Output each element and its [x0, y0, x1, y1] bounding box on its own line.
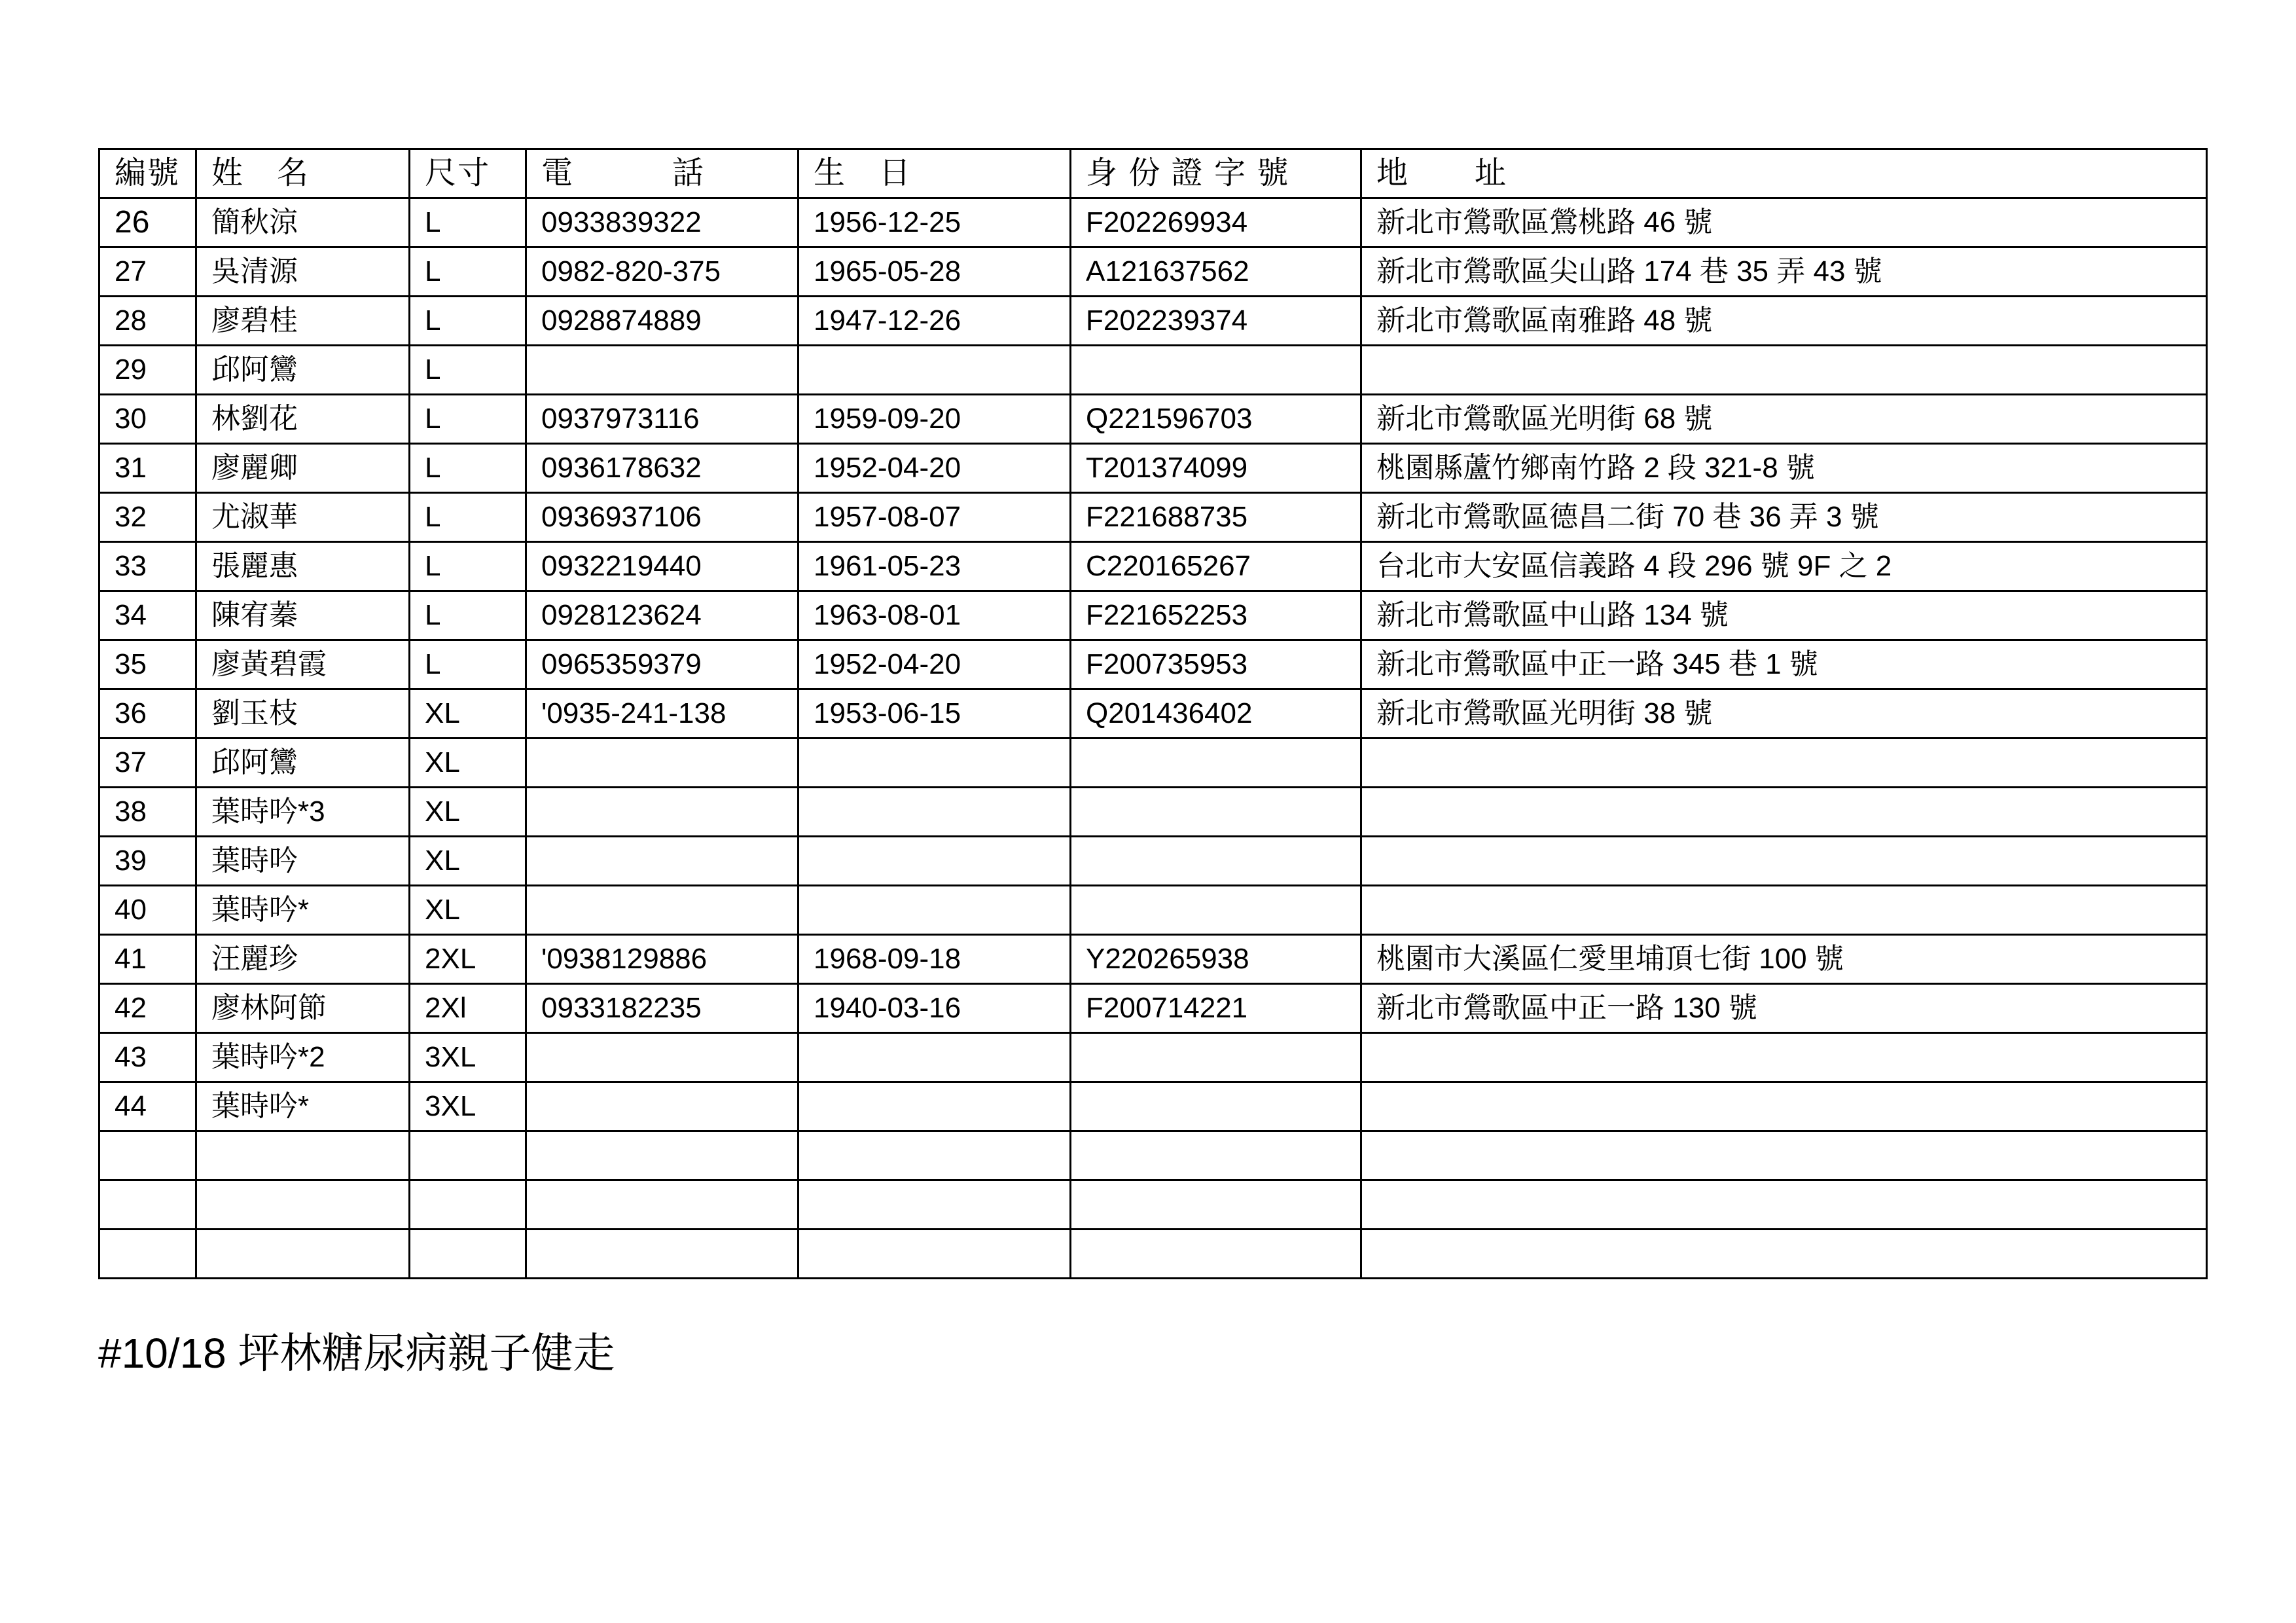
table-row — [99, 984, 2207, 1033]
table-row — [99, 739, 2207, 788]
table-row — [99, 788, 2207, 837]
table-row — [99, 837, 2207, 886]
cell-phone — [526, 1180, 798, 1230]
cell-size: XL — [410, 886, 526, 935]
cell-birthday — [798, 1230, 1071, 1279]
cell-birthday — [798, 1131, 1071, 1180]
table-row — [99, 542, 2207, 591]
table-row — [99, 395, 2207, 444]
cell-phone: 0982-820-375 — [526, 247, 798, 297]
cell-birthday: 1965-05-28 — [798, 247, 1071, 297]
cell-number: 36 — [99, 689, 196, 739]
cell-name: 葉時吟 — [196, 837, 410, 886]
cell-id-number: F200714221 — [1071, 984, 1361, 1033]
cell-number: 27 — [99, 247, 196, 297]
cell-phone: 0932219440 — [526, 542, 798, 591]
cell-id-number — [1071, 1131, 1361, 1180]
cell-address: 桃園縣蘆竹鄉南竹路 2 段 321-8 號 — [1361, 444, 2207, 493]
header-name: 姓 名 — [196, 149, 410, 198]
cell-id-number: Q221596703 — [1071, 395, 1361, 444]
cell-birthday — [798, 788, 1071, 837]
cell-name — [196, 1230, 410, 1279]
cell-id-number: F202239374 — [1071, 297, 1361, 346]
cell-name: 林劉花 — [196, 395, 410, 444]
table-row — [99, 1033, 2207, 1082]
cell-number: 26 — [99, 198, 196, 247]
table-body — [99, 198, 2207, 1279]
cell-id-number — [1071, 837, 1361, 886]
cell-address: 新北市鶯歌區鶯桃路 46 號 — [1361, 198, 2207, 247]
cell-address — [1361, 346, 2207, 395]
cell-size: 3XL — [410, 1082, 526, 1131]
table-row — [99, 935, 2207, 984]
header-birthday: 生 日 — [798, 149, 1071, 198]
cell-phone — [526, 837, 798, 886]
cell-id-number — [1071, 886, 1361, 935]
cell-name: 劉玉枝 — [196, 689, 410, 739]
cell-name: 邱阿鸞 — [196, 346, 410, 395]
cell-birthday — [798, 346, 1071, 395]
cell-name: 簡秋涼 — [196, 198, 410, 247]
cell-name: 汪麗珍 — [196, 935, 410, 984]
cell-number: 41 — [99, 935, 196, 984]
cell-size: L — [410, 395, 526, 444]
cell-size: L — [410, 198, 526, 247]
cell-number: 40 — [99, 886, 196, 935]
cell-phone: '0938129886 — [526, 935, 798, 984]
cell-number: 33 — [99, 542, 196, 591]
cell-size: L — [410, 247, 526, 297]
cell-birthday — [798, 739, 1071, 788]
cell-number: 42 — [99, 984, 196, 1033]
cell-id-number: C220165267 — [1071, 542, 1361, 591]
header-number: 編號 — [99, 149, 196, 198]
cell-birthday: 1952-04-20 — [798, 640, 1071, 689]
cell-address — [1361, 788, 2207, 837]
cell-address — [1361, 1033, 2207, 1082]
cell-name: 廖麗卿 — [196, 444, 410, 493]
cell-name: 葉時吟* — [196, 1082, 410, 1131]
cell-address — [1361, 1230, 2207, 1279]
cell-id-number — [1071, 1230, 1361, 1279]
cell-phone — [526, 1082, 798, 1131]
cell-size: XL — [410, 689, 526, 739]
cell-name: 廖碧桂 — [196, 297, 410, 346]
table-row — [99, 346, 2207, 395]
cell-address: 桃園市大溪區仁愛里埔頂七街 100 號 — [1361, 935, 2207, 984]
cell-id-number: T201374099 — [1071, 444, 1361, 493]
cell-birthday: 1940-03-16 — [798, 984, 1071, 1033]
table-row — [99, 444, 2207, 493]
cell-number: 44 — [99, 1082, 196, 1131]
cell-id-number: F202269934 — [1071, 198, 1361, 247]
cell-phone: 0928874889 — [526, 297, 798, 346]
cell-phone: 0933839322 — [526, 198, 798, 247]
cell-name: 葉時吟*2 — [196, 1033, 410, 1082]
cell-name: 葉時吟* — [196, 886, 410, 935]
cell-size: XL — [410, 788, 526, 837]
cell-size: 2XL — [410, 935, 526, 984]
cell-phone — [526, 886, 798, 935]
header-address: 地 址 — [1361, 149, 2207, 198]
cell-id-number — [1071, 1082, 1361, 1131]
cell-id-number — [1071, 788, 1361, 837]
cell-birthday: 1961-05-23 — [798, 542, 1071, 591]
cell-id-number: F221652253 — [1071, 591, 1361, 640]
table-header-row — [99, 149, 2207, 198]
cell-name: 邱阿鸞 — [196, 739, 410, 788]
cell-size — [410, 1230, 526, 1279]
cell-address — [1361, 1180, 2207, 1230]
cell-name: 吳清源 — [196, 247, 410, 297]
cell-address — [1361, 886, 2207, 935]
cell-name: 廖林阿節 — [196, 984, 410, 1033]
table-row — [99, 886, 2207, 935]
cell-size: XL — [410, 739, 526, 788]
cell-name: 廖黃碧霞 — [196, 640, 410, 689]
header-phone: 電 話 — [526, 149, 798, 198]
cell-address: 新北市鶯歌區中山路 134 號 — [1361, 591, 2207, 640]
table-row — [99, 198, 2207, 247]
cell-phone — [526, 346, 798, 395]
cell-id-number — [1071, 1180, 1361, 1230]
cell-birthday — [798, 837, 1071, 886]
cell-phone — [526, 788, 798, 837]
cell-size — [410, 1180, 526, 1230]
cell-phone — [526, 1033, 798, 1082]
cell-number: 35 — [99, 640, 196, 689]
cell-id-number — [1071, 346, 1361, 395]
cell-birthday: 1963-08-01 — [798, 591, 1071, 640]
cell-size — [410, 1131, 526, 1180]
cell-birthday: 1956-12-25 — [798, 198, 1071, 247]
cell-number: 39 — [99, 837, 196, 886]
cell-birthday — [798, 1180, 1071, 1230]
header-id-number: 身 份 證 字 號 — [1071, 149, 1361, 198]
cell-number: 37 — [99, 739, 196, 788]
cell-phone: 0937973116 — [526, 395, 798, 444]
cell-name: 尤淑華 — [196, 493, 410, 542]
cell-number — [99, 1180, 196, 1230]
cell-phone — [526, 739, 798, 788]
cell-address: 台北市大安區信義路 4 段 296 號 9F 之 2 — [1361, 542, 2207, 591]
cell-name: 張麗惠 — [196, 542, 410, 591]
cell-size: 3XL — [410, 1033, 526, 1082]
cell-birthday — [798, 1082, 1071, 1131]
cell-phone — [526, 1230, 798, 1279]
cell-phone: 0928123624 — [526, 591, 798, 640]
table-row — [99, 1082, 2207, 1131]
cell-birthday: 1952-04-20 — [798, 444, 1071, 493]
cell-birthday — [798, 1033, 1071, 1082]
cell-name: 陳宥蓁 — [196, 591, 410, 640]
table-row — [99, 297, 2207, 346]
cell-size: 2Xl — [410, 984, 526, 1033]
cell-size: L — [410, 542, 526, 591]
cell-id-number: Q201436402 — [1071, 689, 1361, 739]
table-row — [99, 1131, 2207, 1180]
cell-address: 新北市鶯歌區光明街 68 號 — [1361, 395, 2207, 444]
cell-phone: '0935-241-138 — [526, 689, 798, 739]
cell-address: 新北市鶯歌區尖山路 174 巷 35 弄 43 號 — [1361, 247, 2207, 297]
cell-size: L — [410, 346, 526, 395]
cell-phone: 0936178632 — [526, 444, 798, 493]
cell-id-number: Y220265938 — [1071, 935, 1361, 984]
cell-birthday: 1953-06-15 — [798, 689, 1071, 739]
cell-address — [1361, 1131, 2207, 1180]
cell-number — [99, 1230, 196, 1279]
cell-number: 34 — [99, 591, 196, 640]
cell-name — [196, 1180, 410, 1230]
cell-address — [1361, 837, 2207, 886]
cell-size: XL — [410, 837, 526, 886]
cell-phone: 0965359379 — [526, 640, 798, 689]
cell-phone: 0933182235 — [526, 984, 798, 1033]
cell-number: 30 — [99, 395, 196, 444]
header-size: 尺寸 — [410, 149, 526, 198]
cell-birthday: 1968-09-18 — [798, 935, 1071, 984]
table-row — [99, 1180, 2207, 1230]
cell-address: 新北市鶯歌區光明街 38 號 — [1361, 689, 2207, 739]
cell-number — [99, 1131, 196, 1180]
cell-address — [1361, 739, 2207, 788]
cell-number: 32 — [99, 493, 196, 542]
participant-table — [98, 148, 2208, 1279]
cell-id-number — [1071, 1033, 1361, 1082]
cell-birthday — [798, 886, 1071, 935]
cell-number: 29 — [99, 346, 196, 395]
cell-address: 新北市鶯歌區中正一路 130 號 — [1361, 984, 2207, 1033]
cell-address: 新北市鶯歌區德昌二街 70 巷 36 弄 3 號 — [1361, 493, 2207, 542]
table-row — [99, 247, 2207, 297]
cell-size: L — [410, 444, 526, 493]
cell-birthday: 1959-09-20 — [798, 395, 1071, 444]
cell-phone — [526, 1131, 798, 1180]
table-row — [99, 640, 2207, 689]
cell-address — [1361, 1082, 2207, 1131]
table-row — [99, 493, 2207, 542]
cell-name — [196, 1131, 410, 1180]
table-row — [99, 591, 2207, 640]
cell-address: 新北市鶯歌區中正一路 345 巷 1 號 — [1361, 640, 2207, 689]
cell-address: 新北市鶯歌區南雅路 48 號 — [1361, 297, 2207, 346]
cell-size: L — [410, 297, 526, 346]
event-title: #10/18 坪林糖尿病親子健走 — [98, 1330, 615, 1377]
cell-id-number: F200735953 — [1071, 640, 1361, 689]
table-row — [99, 1230, 2207, 1279]
cell-number: 31 — [99, 444, 196, 493]
cell-number: 43 — [99, 1033, 196, 1082]
cell-id-number: F221688735 — [1071, 493, 1361, 542]
cell-number: 28 — [99, 297, 196, 346]
cell-phone: 0936937106 — [526, 493, 798, 542]
table-row — [99, 689, 2207, 739]
cell-id-number: A121637562 — [1071, 247, 1361, 297]
cell-birthday: 1947-12-26 — [798, 297, 1071, 346]
cell-number: 38 — [99, 788, 196, 837]
cell-size: L — [410, 591, 526, 640]
cell-birthday: 1957-08-07 — [798, 493, 1071, 542]
cell-name: 葉時吟*3 — [196, 788, 410, 837]
cell-id-number — [1071, 739, 1361, 788]
cell-size: L — [410, 640, 526, 689]
cell-size: L — [410, 493, 526, 542]
